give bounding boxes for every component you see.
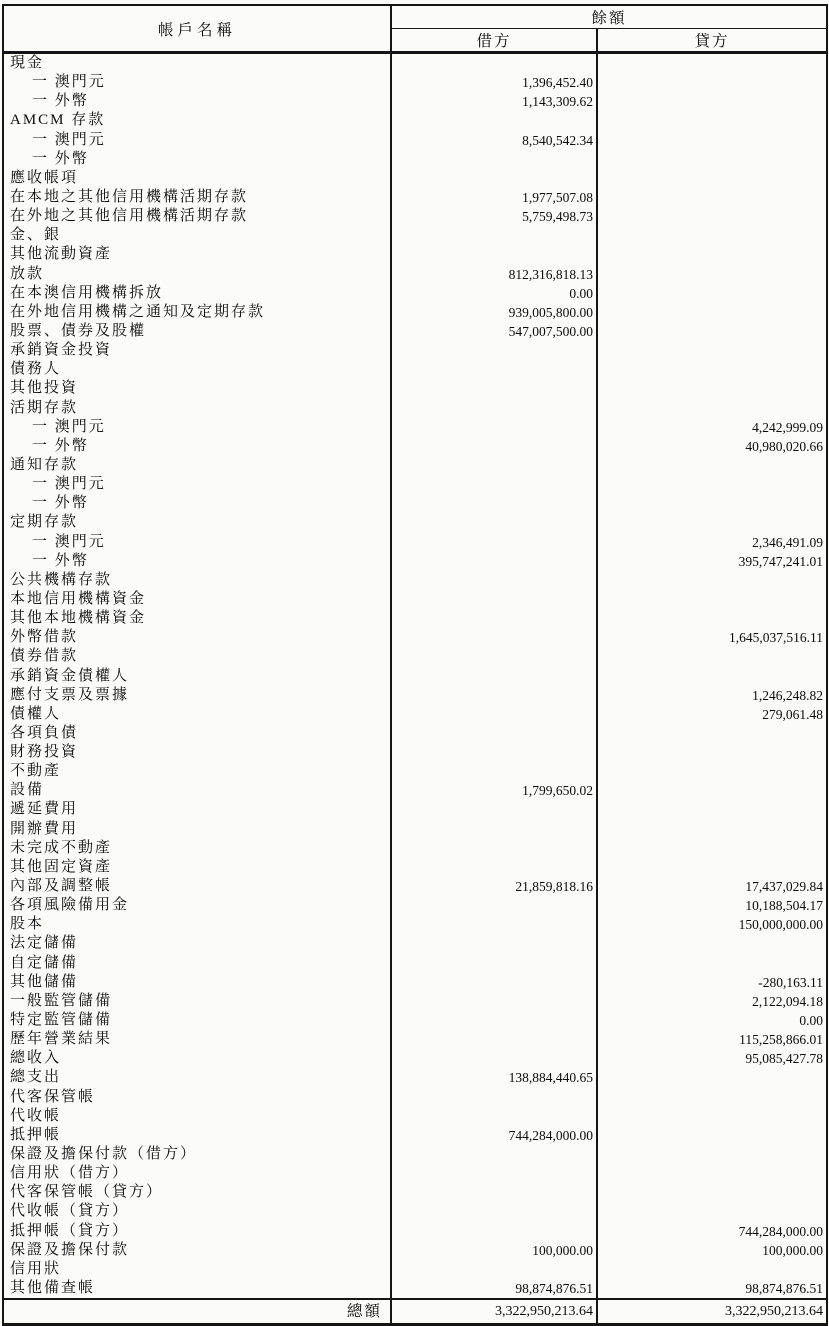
account-name-cell: 活期存款 <box>3 399 391 418</box>
trial-balance-sheet <box>2 4 828 1326</box>
debit-amount-cell: 812,316,818.13 <box>391 265 597 284</box>
total-debit-cell: 3,322,950,213.64 <box>391 1299 597 1325</box>
debit-amount-cell <box>391 896 597 915</box>
table-header <box>3 5 827 53</box>
credit-amount-cell <box>597 494 827 513</box>
account-name-cell: 信用狀 <box>3 1260 391 1279</box>
credit-amount-cell <box>597 226 827 245</box>
table-row <box>3 73 827 92</box>
table-row <box>3 973 827 992</box>
table-row <box>3 322 827 341</box>
account-name-cell: 其他流動資產 <box>3 245 391 264</box>
credit-amount-cell: 279,061.48 <box>762 706 824 722</box>
account-name-cell: 設備 <box>3 781 391 800</box>
credit-amount-cell <box>597 111 827 130</box>
table-row <box>3 533 827 552</box>
table-row <box>3 896 827 915</box>
debit-amount-cell <box>391 150 597 169</box>
debit-amount-cell: 21,859,818.16 <box>391 877 597 896</box>
debit-amount-cell <box>391 475 597 494</box>
debit-amount-cell: 1,396,452.40 <box>391 73 597 92</box>
debit-amount-cell <box>391 513 597 532</box>
table-row <box>3 53 827 74</box>
table-row <box>3 494 827 513</box>
table-row <box>3 265 827 284</box>
debit-amount-cell <box>391 647 597 666</box>
table-row <box>3 188 827 207</box>
credit-amount-cell <box>597 934 827 953</box>
balance-header: 餘額 <box>391 5 827 29</box>
debit-amount-cell <box>391 437 597 456</box>
table-row <box>3 1126 827 1145</box>
account-name-cell: 保證及擔保付款（借方） <box>3 1145 391 1164</box>
table-row <box>3 418 827 437</box>
debit-amount-cell: 1,977,507.08 <box>391 188 597 207</box>
account-name-cell: 一 外幣 <box>3 150 391 169</box>
credit-amount-cell <box>597 341 827 360</box>
table-row <box>3 513 827 532</box>
debit-amount-cell <box>391 1183 597 1202</box>
table-row <box>3 1183 827 1202</box>
debit-amount-cell <box>391 53 597 74</box>
credit-amount-cell <box>597 169 827 188</box>
table-row <box>3 245 827 264</box>
account-name-cell: 其他儲備 <box>3 973 391 992</box>
table-row <box>3 475 827 494</box>
table-footer <box>3 1299 827 1325</box>
account-name-cell: 歷年營業結果 <box>3 1030 391 1049</box>
account-name-cell: AMCM 存款 <box>3 111 391 130</box>
account-name-cell: 一 澳門元 <box>3 475 391 494</box>
account-name-cell: 開辦費用 <box>3 820 391 839</box>
table-row <box>3 437 827 456</box>
account-name-cell: 金、銀 <box>3 226 391 245</box>
credit-amount-cell <box>597 360 827 379</box>
credit-amount-cell <box>597 399 827 418</box>
account-name-cell: 公共機構存款 <box>3 571 391 590</box>
debit-amount-cell <box>391 111 597 130</box>
account-name-cell: 抵押帳（貸方） <box>3 1222 391 1241</box>
credit-amount-cell <box>597 800 827 819</box>
account-name-cell: 總支出 <box>3 1068 391 1087</box>
table-row <box>3 379 827 398</box>
table-row <box>3 705 827 724</box>
debit-amount-cell: 1,143,309.62 <box>391 92 597 111</box>
table-row <box>3 934 827 953</box>
account-name-cell: 一 澳門元 <box>3 533 391 552</box>
table-row <box>3 781 827 800</box>
account-name-cell: 未完成不動產 <box>3 839 391 858</box>
table-row <box>3 743 827 762</box>
account-name-cell: 各項風險備用金 <box>3 896 391 915</box>
account-name-cell: 外幣借款 <box>3 628 391 647</box>
credit-amount-cell <box>597 667 827 686</box>
table-row <box>3 1068 827 1087</box>
table-row <box>3 762 827 781</box>
debit-amount-cell <box>391 1145 597 1164</box>
table-row <box>3 609 827 628</box>
account-name-cell: 其他投資 <box>3 379 391 398</box>
debit-amount-cell: 8,540,542.34 <box>391 131 597 150</box>
credit-amount-cell <box>597 1107 827 1126</box>
table-row <box>3 169 827 188</box>
account-name-cell: 法定儲備 <box>3 934 391 953</box>
credit-amount-cell: 2,122,094.18 <box>752 993 824 1009</box>
account-name-cell: 代客保管帳（貸方） <box>3 1183 391 1202</box>
table-row <box>3 92 827 111</box>
debit-amount-cell <box>391 724 597 743</box>
account-name-cell: 各項負債 <box>3 724 391 743</box>
total-row <box>3 1299 827 1325</box>
debit-amount-cell <box>391 954 597 973</box>
debit-column-header: 借方 <box>391 29 597 53</box>
credit-amount-cell: -280,163.11 <box>758 974 824 990</box>
credit-amount-cell <box>597 724 827 743</box>
account-name-cell: 一 外幣 <box>3 92 391 111</box>
table-row <box>3 150 827 169</box>
debit-amount-cell <box>391 839 597 858</box>
account-name-cell: 股票、債券及股權 <box>3 322 391 341</box>
account-name-cell: 本地信用機構資金 <box>3 590 391 609</box>
account-name-cell: 其他備查帳 <box>3 1279 391 1299</box>
credit-amount-cell <box>597 954 827 973</box>
debit-amount-cell: 5,759,498.73 <box>391 207 597 226</box>
debit-amount-cell <box>391 379 597 398</box>
credit-amount-cell <box>597 762 827 781</box>
account-name-cell: 在本澳信用機構拆放 <box>3 284 391 303</box>
debit-amount-cell <box>391 590 597 609</box>
account-name-cell: 在外地之其他信用機構活期存款 <box>3 207 391 226</box>
account-name-cell: 債券借款 <box>3 647 391 666</box>
trial-balance-table <box>2 4 828 1326</box>
table-row <box>3 724 827 743</box>
account-name-cell: 應付支票及票據 <box>3 686 391 705</box>
credit-amount-cell <box>597 53 827 74</box>
account-name-cell: 股本 <box>3 915 391 934</box>
debit-amount-cell: 138,884,440.65 <box>391 1068 597 1087</box>
debit-amount-cell: 1,799,650.02 <box>391 781 597 800</box>
table-row <box>3 992 827 1011</box>
account-name-cell: 一 外幣 <box>3 437 391 456</box>
debit-amount-cell <box>391 169 597 188</box>
account-name-cell: 不動產 <box>3 762 391 781</box>
table-row <box>3 628 827 647</box>
table-row <box>3 877 827 896</box>
credit-amount-cell <box>597 590 827 609</box>
account-name-cell: 定期存款 <box>3 513 391 532</box>
table-row <box>3 111 827 130</box>
table-row <box>3 915 827 934</box>
credit-amount-cell: 115,258,866.01 <box>739 1032 824 1048</box>
account-name-cell: 抵押帳 <box>3 1126 391 1145</box>
credit-amount-cell <box>597 1126 827 1145</box>
total-label: 總額 <box>3 1299 391 1325</box>
account-name-cell: 內部及調整帳 <box>3 877 391 896</box>
table-row <box>3 1030 827 1049</box>
credit-amount-cell <box>597 781 827 800</box>
credit-amount-cell <box>597 322 827 341</box>
table-row <box>3 552 827 571</box>
account-rows <box>3 53 827 1300</box>
account-name-cell: 總收入 <box>3 1049 391 1068</box>
debit-amount-cell <box>391 245 597 264</box>
table-row <box>3 1222 827 1241</box>
account-name-cell: 代客保管帳 <box>3 1088 391 1107</box>
table-row <box>3 341 827 360</box>
credit-amount-cell: 100,000.00 <box>762 1242 824 1258</box>
credit-amount-cell <box>597 265 827 284</box>
account-name-cell: 信用狀（借方） <box>3 1164 391 1183</box>
debit-amount-cell <box>391 973 597 992</box>
credit-amount-cell <box>597 245 827 264</box>
debit-amount-cell <box>391 1030 597 1049</box>
table-row <box>3 131 827 150</box>
account-name-cell: 一般監管儲備 <box>3 992 391 1011</box>
credit-column-header: 貸方 <box>597 29 827 53</box>
table-row <box>3 456 827 475</box>
debit-amount-cell <box>391 743 597 762</box>
credit-amount-cell <box>597 609 827 628</box>
credit-amount-cell: 150,000,000.00 <box>738 917 824 933</box>
account-name-cell: 代收帳 <box>3 1107 391 1126</box>
debit-amount-cell <box>391 609 597 628</box>
debit-amount-cell <box>391 762 597 781</box>
table-row <box>3 1164 827 1183</box>
account-name-cell: 一 外幣 <box>3 494 391 513</box>
credit-amount-cell: 95,085,427.78 <box>745 1051 824 1067</box>
credit-amount-cell <box>597 839 827 858</box>
debit-amount-cell <box>391 1222 597 1241</box>
credit-amount-cell <box>597 131 827 150</box>
account-name-cell: 保證及擔保付款 <box>3 1241 391 1260</box>
credit-amount-cell <box>597 1088 827 1107</box>
table-row <box>3 303 827 322</box>
debit-amount-cell <box>391 456 597 475</box>
credit-amount-cell <box>597 513 827 532</box>
table-row <box>3 1145 827 1164</box>
credit-amount-cell <box>597 858 827 877</box>
debit-amount-cell: 744,284,000.00 <box>391 1126 597 1145</box>
account-name-cell: 其他固定資產 <box>3 858 391 877</box>
debit-amount-cell <box>391 628 597 647</box>
table-row <box>3 954 827 973</box>
credit-amount-cell: 4,242,999.09 <box>752 419 824 435</box>
debit-amount-cell <box>391 1088 597 1107</box>
debit-amount-cell <box>391 1164 597 1183</box>
credit-amount-cell <box>597 1202 827 1221</box>
debit-amount-cell <box>391 992 597 1011</box>
debit-amount-cell <box>391 800 597 819</box>
debit-amount-cell: 100,000.00 <box>391 1241 597 1260</box>
table-row <box>3 820 827 839</box>
debit-amount-cell: 939,005,800.00 <box>391 303 597 322</box>
debit-amount-cell <box>391 399 597 418</box>
table-row <box>3 571 827 590</box>
account-name-cell: 遞延費用 <box>3 800 391 819</box>
table-row <box>3 1260 827 1279</box>
debit-amount-cell <box>391 667 597 686</box>
debit-amount-cell <box>391 1049 597 1068</box>
credit-amount-cell <box>597 284 827 303</box>
debit-amount-cell <box>391 494 597 513</box>
account-name-cell: 財務投資 <box>3 743 391 762</box>
credit-amount-cell <box>597 207 827 226</box>
credit-amount-cell: 10,188,504.17 <box>745 898 824 914</box>
debit-amount-cell <box>391 934 597 953</box>
table-row <box>3 360 827 379</box>
credit-amount-cell <box>597 820 827 839</box>
debit-amount-cell <box>391 1202 597 1221</box>
table-row <box>3 1107 827 1126</box>
table-row <box>3 858 827 877</box>
debit-amount-cell: 98,874,876.51 <box>391 1279 597 1299</box>
credit-amount-cell <box>597 1260 827 1279</box>
debit-amount-cell <box>391 552 597 571</box>
table-row <box>3 800 827 819</box>
debit-amount-cell <box>391 820 597 839</box>
table-row <box>3 1202 827 1221</box>
account-name-cell: 在本地之其他信用機構活期存款 <box>3 188 391 207</box>
table-row <box>3 1088 827 1107</box>
credit-amount-cell <box>597 92 827 111</box>
table-row <box>3 284 827 303</box>
credit-amount-cell: 1,246,248.82 <box>752 687 824 703</box>
account-name-cell: 一 澳門元 <box>3 131 391 150</box>
account-name-cell: 特定監管儲備 <box>3 1011 391 1030</box>
table-row <box>3 1011 827 1030</box>
debit-amount-cell: 547,007,500.00 <box>391 322 597 341</box>
account-name-cell: 應收帳項 <box>3 169 391 188</box>
credit-amount-cell <box>597 188 827 207</box>
credit-amount-cell: 40,980,020.66 <box>745 438 824 454</box>
account-name-cell: 承銷資金投資 <box>3 341 391 360</box>
debit-amount-cell <box>391 571 597 590</box>
credit-amount-cell: 98,874,876.51 <box>745 1281 824 1296</box>
table-row <box>3 839 827 858</box>
account-name-cell: 自定儲備 <box>3 954 391 973</box>
credit-amount-cell: 1,645,037,516.11 <box>729 630 824 646</box>
account-name-cell: 債務人 <box>3 360 391 379</box>
credit-amount-cell: 395,747,241.01 <box>738 553 824 569</box>
table-row <box>3 226 827 245</box>
credit-amount-cell: 0.00 <box>799 1013 824 1029</box>
table-row <box>3 686 827 705</box>
credit-amount-cell <box>597 571 827 590</box>
credit-amount-cell <box>597 456 827 475</box>
total-credit-cell: 3,322,950,213.64 <box>597 1299 827 1325</box>
account-name-cell: 其他本地機構資金 <box>3 609 391 628</box>
table-row <box>3 1279 827 1299</box>
credit-amount-cell <box>597 150 827 169</box>
credit-amount-cell <box>597 1145 827 1164</box>
credit-amount-cell <box>597 475 827 494</box>
credit-amount-cell: 17,437,029.84 <box>745 879 824 895</box>
account-name-cell: 通知存款 <box>3 456 391 475</box>
credit-amount-cell <box>597 303 827 322</box>
debit-amount-cell <box>391 533 597 552</box>
credit-amount-cell: 744,284,000.00 <box>738 1223 824 1239</box>
account-name-cell: 一 澳門元 <box>3 418 391 437</box>
account-name-cell: 一 外幣 <box>3 552 391 571</box>
credit-amount-cell: 2,346,491.09 <box>752 534 824 550</box>
credit-amount-cell <box>597 1068 827 1087</box>
debit-amount-cell <box>391 1107 597 1126</box>
debit-amount-cell <box>391 686 597 705</box>
credit-amount-cell <box>597 743 827 762</box>
account-name-cell: 在外地信用機構之通知及定期存款 <box>3 303 391 322</box>
account-name-cell: 放款 <box>3 265 391 284</box>
debit-amount-cell <box>391 915 597 934</box>
account-name-cell: 承銷資金債權人 <box>3 667 391 686</box>
table-row <box>3 590 827 609</box>
account-name-cell: 債權人 <box>3 705 391 724</box>
account-name-cell: 現金 <box>3 53 391 74</box>
debit-amount-cell <box>391 858 597 877</box>
debit-amount-cell: 0.00 <box>391 284 597 303</box>
debit-amount-cell <box>391 360 597 379</box>
account-name-cell: 代收帳（貸方） <box>3 1202 391 1221</box>
table-row <box>3 399 827 418</box>
table-row <box>3 1049 827 1068</box>
table-row <box>3 207 827 226</box>
debit-amount-cell <box>391 341 597 360</box>
table-row <box>3 1241 827 1260</box>
debit-amount-cell <box>391 1260 597 1279</box>
account-name-header: 帳戶名稱 <box>3 5 391 53</box>
table-row <box>3 647 827 666</box>
account-name-cell: 一 澳門元 <box>3 73 391 92</box>
credit-amount-cell <box>597 73 827 92</box>
debit-amount-cell <box>391 1011 597 1030</box>
credit-amount-cell <box>597 1164 827 1183</box>
credit-amount-cell <box>597 647 827 666</box>
table-row <box>3 667 827 686</box>
debit-amount-cell <box>391 418 597 437</box>
credit-amount-cell <box>597 379 827 398</box>
debit-amount-cell <box>391 226 597 245</box>
credit-amount-cell <box>597 1183 827 1202</box>
debit-amount-cell <box>391 705 597 724</box>
